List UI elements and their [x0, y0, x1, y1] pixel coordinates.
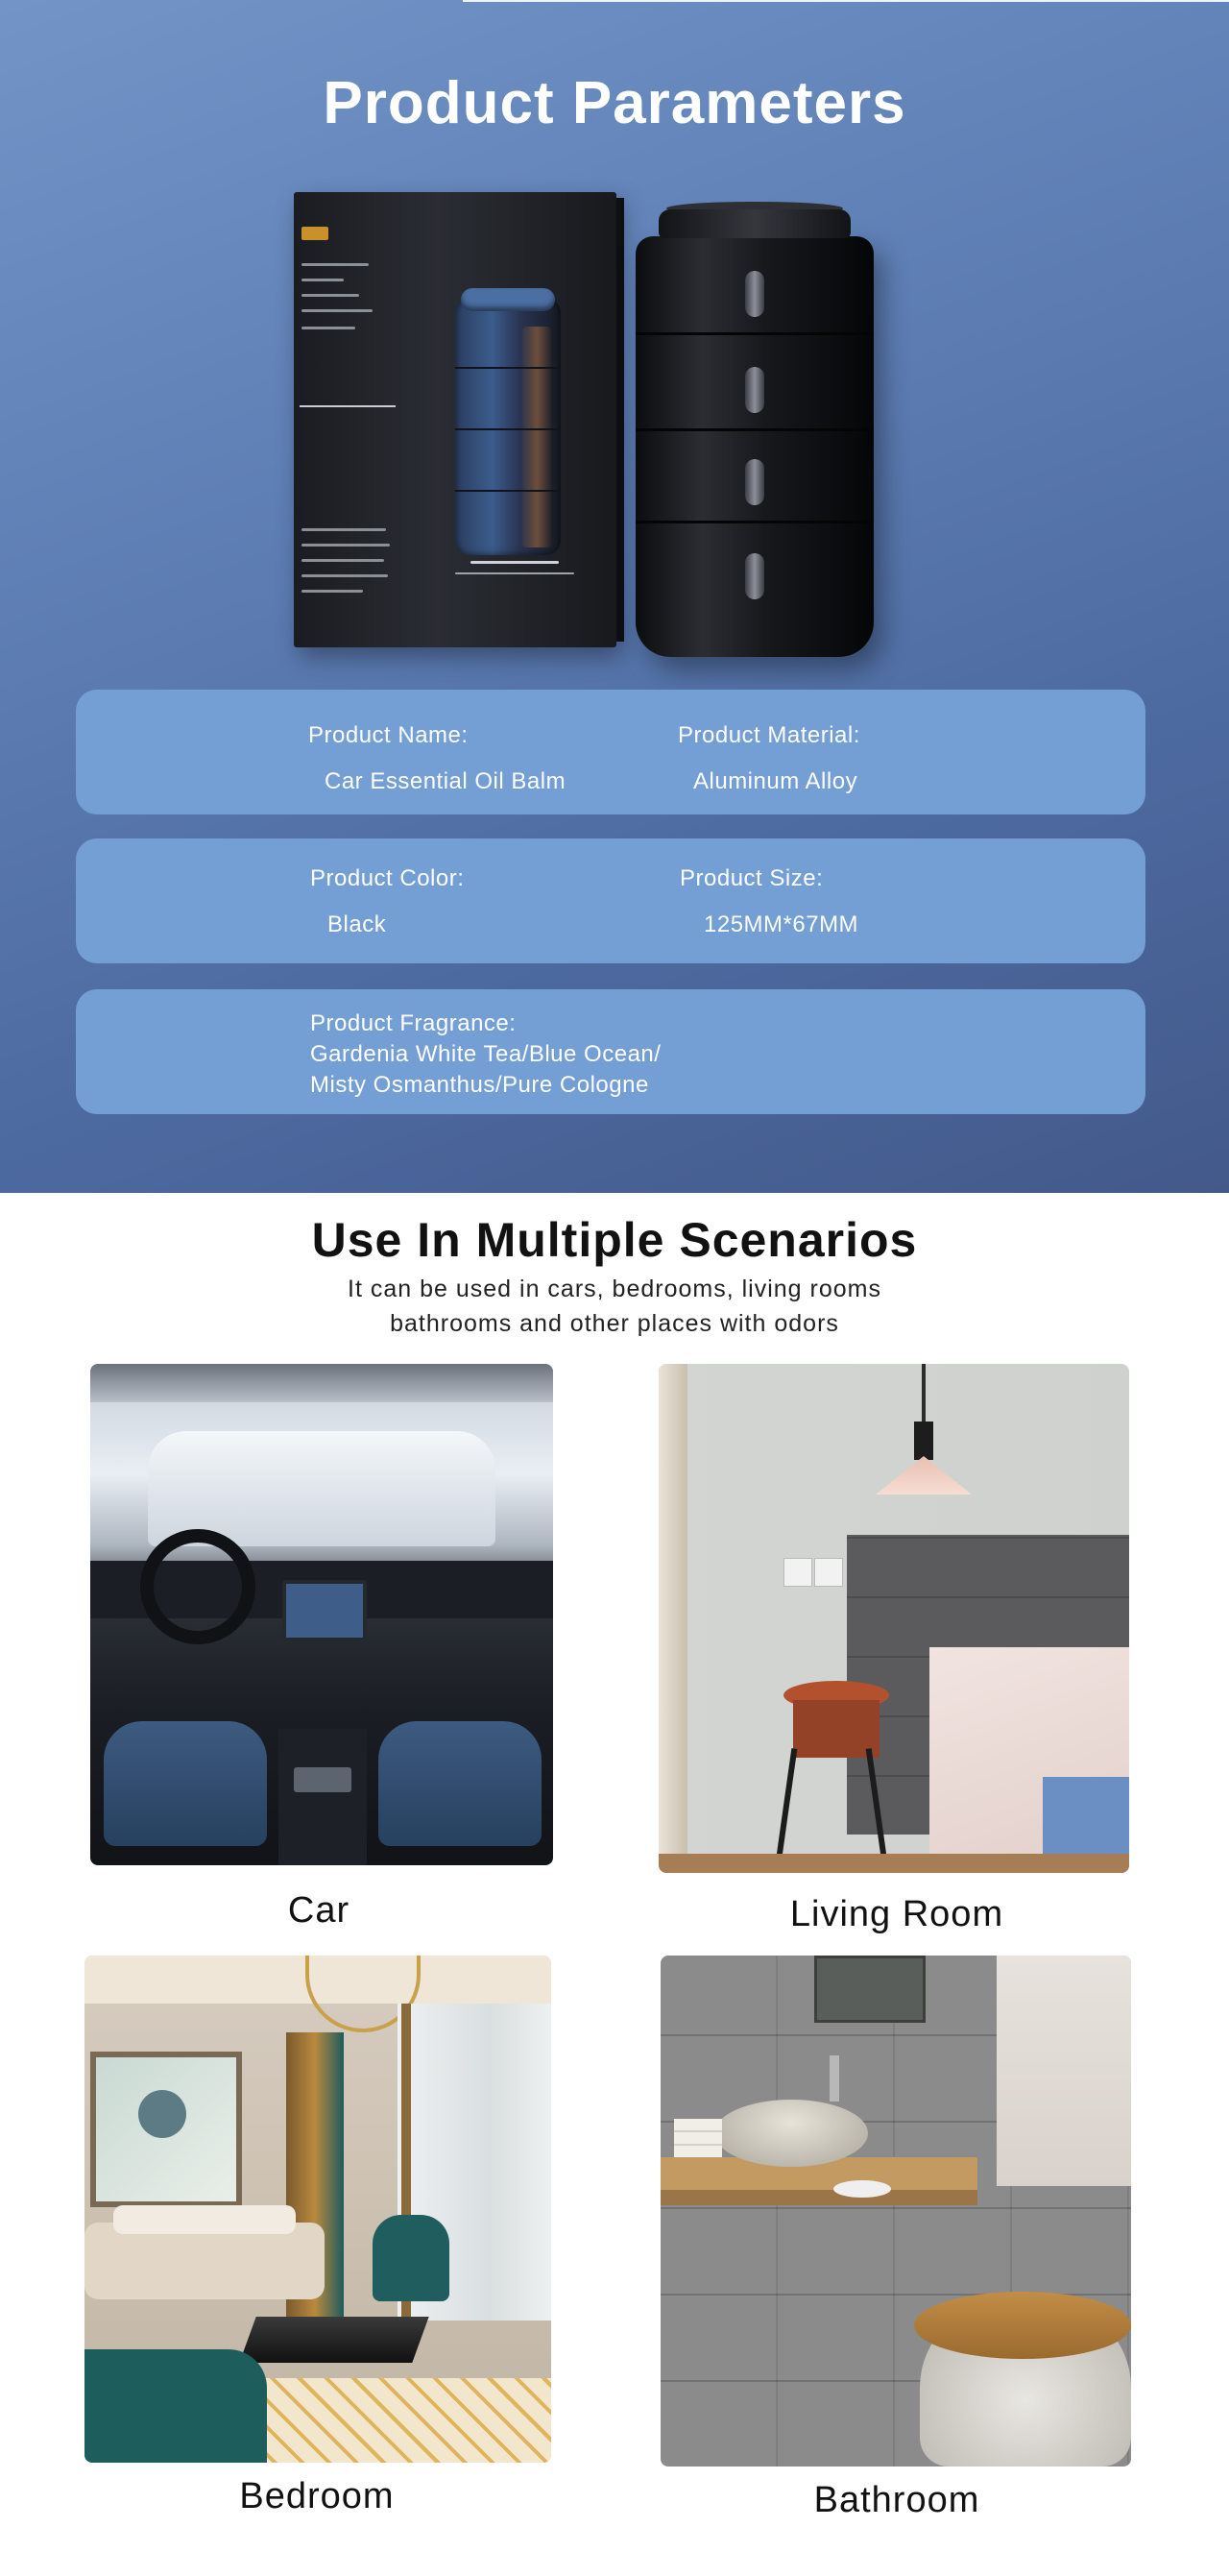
caption-bedroom: Bedroom — [239, 2476, 395, 2516]
product-name-value: Car Essential Oil Balm — [325, 768, 566, 794]
info-card-fragrance — [76, 989, 1145, 1114]
top-divider — [463, 0, 1229, 2]
product-fragrance-line2: Misty Osmanthus/Pure Cologne — [310, 1072, 649, 1098]
bathroom-photo — [661, 1956, 1131, 2467]
product-size-value: 125MM*67MM — [704, 911, 859, 937]
product-size-label: Product Size: — [680, 865, 824, 891]
product-fragrance-label: Product Fragrance: — [310, 1010, 517, 1036]
scenarios-title: Use In Multiple Scenarios — [311, 1213, 918, 1267]
section-title: Product Parameters — [323, 70, 906, 136]
caption-car: Car — [287, 1890, 350, 1931]
product-name-label: Product Name: — [308, 722, 469, 748]
product-material-label: Product Material: — [678, 722, 860, 748]
product-color-label: Product Color: — [310, 865, 465, 891]
bedside-photo — [659, 1364, 1129, 1873]
car-interior-photo — [90, 1364, 553, 1865]
scenarios-subtitle-line1: It can be used in cars, bedrooms, living rooms — [348, 1276, 881, 1302]
living-room-photo — [84, 1956, 551, 2463]
info-card-name-material — [76, 690, 1145, 814]
info-card-color-size — [76, 838, 1145, 963]
scenarios-subtitle-line2: bathrooms and other places with odors — [390, 1310, 839, 1337]
product-color-value: Black — [327, 911, 387, 937]
product-material-value: Aluminum Alloy — [693, 768, 858, 794]
product-device-image — [636, 236, 874, 657]
product-parameters-section — [0, 0, 1229, 1193]
product-box-image — [294, 192, 616, 647]
product-fragrance-line1: Gardenia White Tea/Blue Ocean/ — [310, 1041, 662, 1067]
caption-bathroom: Bathroom — [813, 2480, 980, 2520]
caption-living-room: Living Room — [789, 1894, 1004, 1934]
